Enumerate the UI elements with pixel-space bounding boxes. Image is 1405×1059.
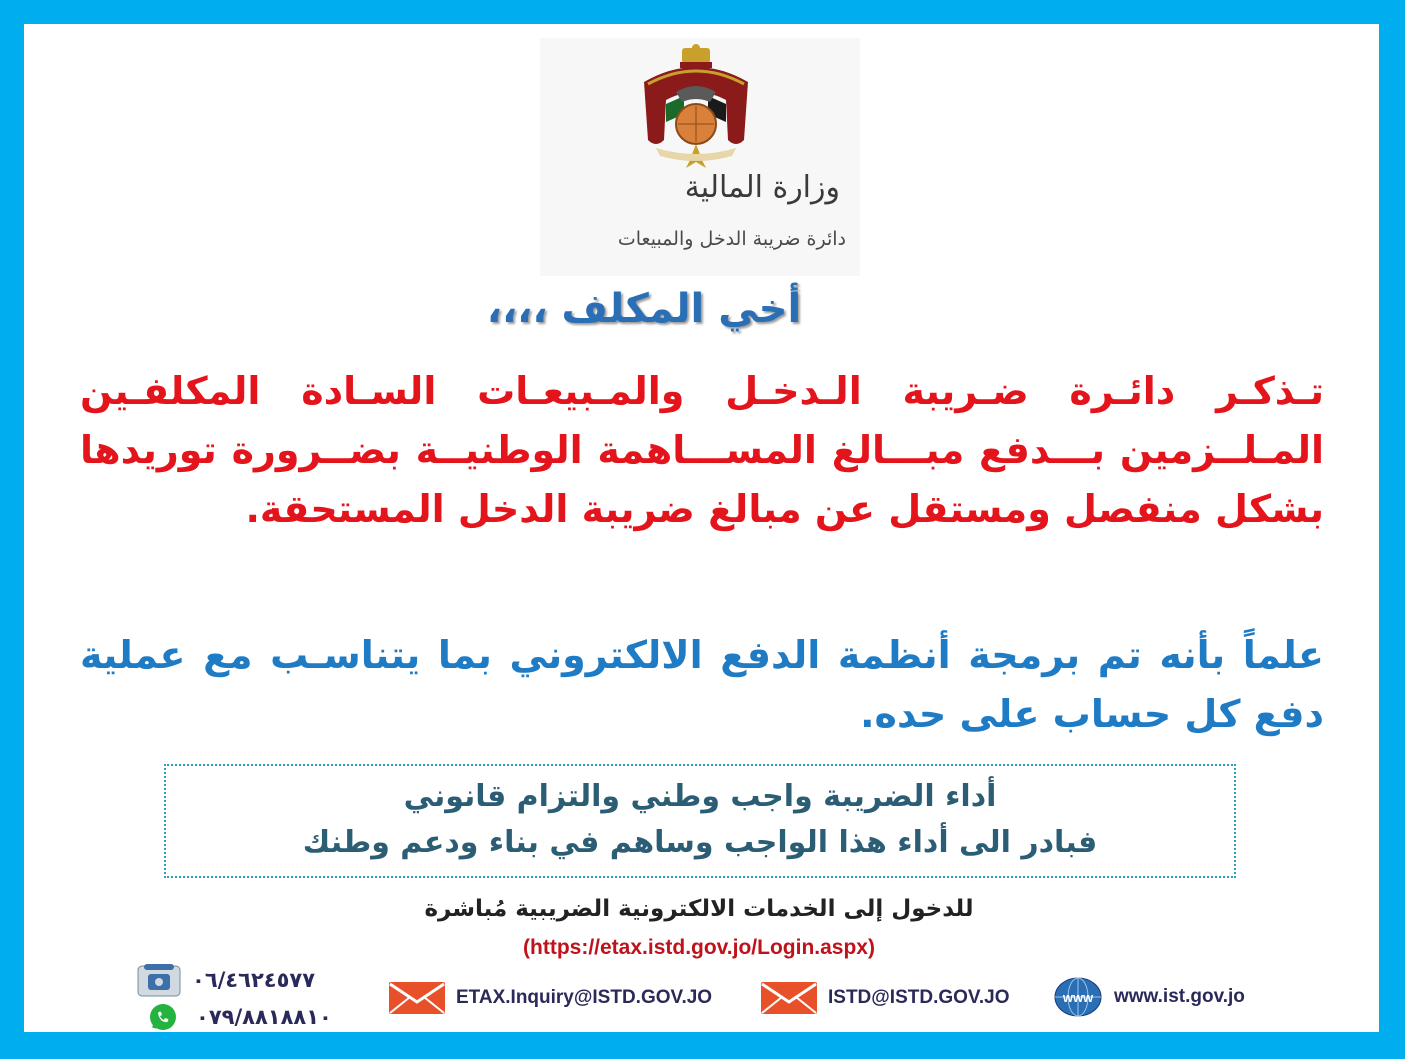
coat-of-arms-emblem (636, 44, 756, 168)
notice-card (24, 24, 1379, 1032)
envelope-icon (760, 980, 818, 1016)
eservices-label: للدخول إلى الخدمات الالكترونية الضريبية مُباشرة (424, 896, 974, 922)
contact-website[interactable] (1052, 976, 1245, 1018)
email-main-text[interactable]: ISTD@ISTD.GOV.JO (828, 987, 1010, 1008)
website-text[interactable]: www.ist.gov.jo (1114, 986, 1245, 1007)
notice-secondary-text: علماً بأنه تم برمجة أنظمة الدفع الالكتروني بما يتناسـب مع عملية دفع كل حساب على حده. (80, 633, 1324, 736)
slogan-box (164, 764, 1236, 878)
slogan-line-2: فبادر الى أداء هذا الواجب وساهم في بناء ودعم وطنك (302, 825, 1098, 860)
globe-www-icon (1052, 976, 1104, 1018)
contact-email-main[interactable] (760, 980, 1009, 1016)
greeting-heading: أخي المكلف ،،،، (486, 286, 802, 332)
phone-number: ٠٦/٤٦٢٤٥٧٧ (192, 968, 316, 992)
envelope-icon (388, 980, 446, 1016)
www-icon-label: www (1062, 990, 1094, 1005)
notice-main-text: تـذكـر دائـرة ضـريبة الـدخـل والمـبيعـات السـادة المكلفـين المـلــزمين بـــدفع مبـــالغ المســـاهمة الوطنيــة بضــرورة توريدها بشكل منفصل ومستقل عن مبالغ ضريبة الدخل المستحقة. (80, 369, 1324, 531)
ministry-logo (540, 38, 860, 276)
email-inquiry-text[interactable]: ETAX.Inquiry@ISTD.GOV.JO (456, 987, 713, 1008)
whatsapp-icon (148, 1002, 178, 1032)
eservices-link[interactable]: (https://etax.istd.gov.jo/Login.aspx) (523, 936, 875, 959)
ministry-name: وزارة المالية (684, 170, 840, 205)
telephone-icon (136, 960, 182, 1000)
mobile-number: ٠٧٩/٨٨١٨٨١٠ (196, 1005, 332, 1029)
contact-email-inquiry[interactable] (388, 980, 712, 1016)
slogan-line-1: أداء الضريبة واجب وطني والتزام قانوني (403, 779, 997, 814)
contact-phone (136, 960, 315, 1000)
contact-mobile (148, 1002, 332, 1032)
department-name: دائرة ضريبة الدخل والمبيعات (617, 228, 846, 250)
